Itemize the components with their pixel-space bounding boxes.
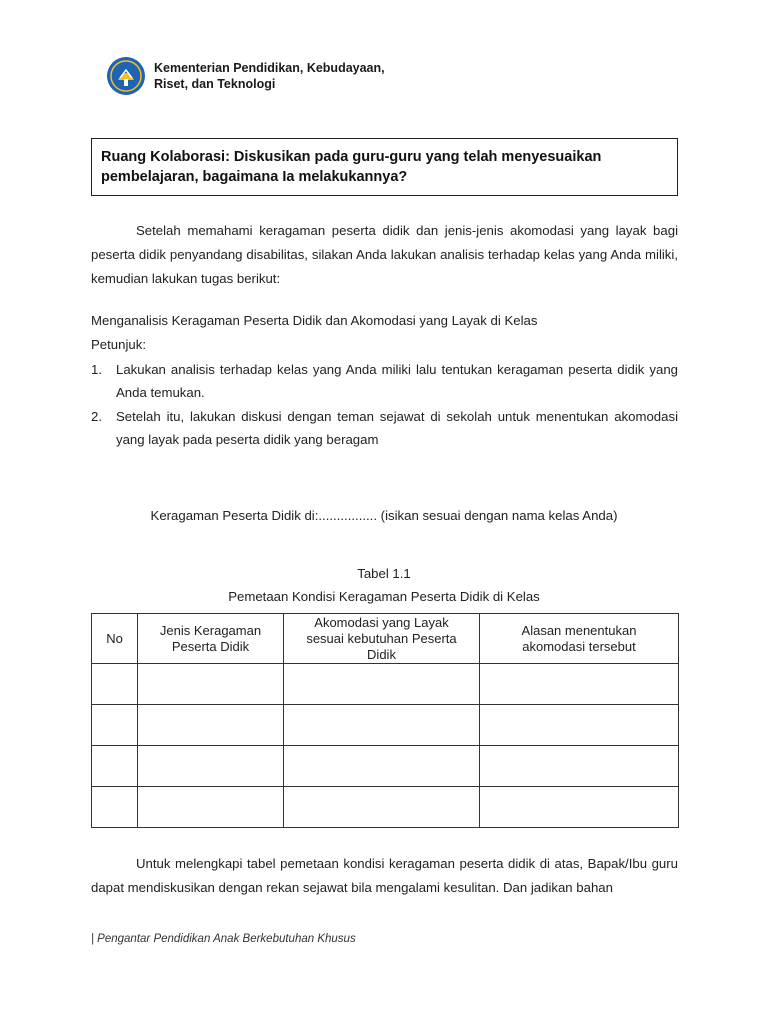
intro-paragraph: Setelah memahami keragaman peserta didik dan jenis-jenis akomodasi yang layak bagi peserta didik penyandang disabilitas, silakan Anda lakukan analisis terhadap kelas yang Anda miliki, kemudian lakukan tugas berikut: [91,223,678,286]
table-cell[interactable] [284,664,480,705]
list-number: 1. [91,362,102,377]
list-number: 2. [91,409,102,424]
ministry-name [154,60,385,92]
table-cell[interactable] [92,746,138,787]
list-item [91,405,678,451]
table-cell[interactable] [480,705,679,746]
table-header-row [92,614,679,664]
footer-book-title: | Pengantar Pendidikan Anak Berkebutuhan Khusus [91,933,356,945]
table-cell[interactable] [138,746,284,787]
table-cell[interactable] [92,787,138,828]
diversity-table [91,613,679,828]
table-row [92,746,679,787]
instructions-label: Petunjuk: [91,337,146,352]
table-cell[interactable] [480,664,679,705]
ministry-line-1: Kementerian Pendidikan, Kebudayaan, [154,61,385,75]
header-jenis-keragaman: Jenis Keragaman Peserta Didik [138,614,284,664]
table-row [92,664,679,705]
table-cell[interactable] [284,787,480,828]
table-cell[interactable] [480,746,679,787]
list-item [91,358,678,404]
table-cell[interactable] [284,705,480,746]
table-cell[interactable] [480,787,679,828]
header-alasan: Alasan menentukan akomodasi tersebut [480,614,679,664]
table-cell[interactable] [284,746,480,787]
list-text: Lakukan analisis terhadap kelas yang Anda miliki lalu tentukan keragaman peserta didik yang Anda temukan. [116,362,678,400]
header-no: No [92,614,138,664]
ministry-line-2: Riset, dan Teknologi [154,77,276,91]
table-cell[interactable] [92,664,138,705]
closing-paragraph: Untuk melengkapi tabel pemetaan kondisi keragaman peserta didik di atas, Bapak/Ibu guru dapat mendiskusikan dengan rekan sejawat bila mengalami kesulitan. Dan jadikan bahan [91,856,678,895]
task-title: Menganalisis Keragaman Peserta Didik dan Akomodasi yang Layak di Kelas [91,313,538,328]
table-caption: Pemetaan Kondisi Keragaman Peserta Didik di Kelas [228,589,540,604]
table-cell[interactable] [138,664,284,705]
collab-line-1: Ruang Kolaborasi: Diskusikan pada guru-guru yang telah menyesuaikan [101,149,602,165]
list-text: Setelah itu, lakukan diskusi dengan teman sejawat di sekolah untuk menentukan akomodasi yang layak pada peserta didik yang beragam [116,409,678,447]
table-cell[interactable] [138,787,284,828]
class-line: Keragaman Peserta Didik di:................ (isikan sesuai dengan nama kelas Anda) [150,508,618,523]
header [106,56,385,96]
header-akomodasi: Akomodasi yang Layak sesuai kebutuhan Peserta Didik [284,614,480,664]
table-row [92,787,679,828]
tut-wuri-handayani-logo-icon [106,56,146,96]
collab-line-2: pembelajaran, bagaimana Ia melakukannya? [101,169,408,185]
table-cell[interactable] [138,705,284,746]
table-number: Tabel 1.1 [357,566,411,581]
table-cell[interactable] [92,705,138,746]
collaboration-box [91,138,678,196]
table-row [92,705,679,746]
